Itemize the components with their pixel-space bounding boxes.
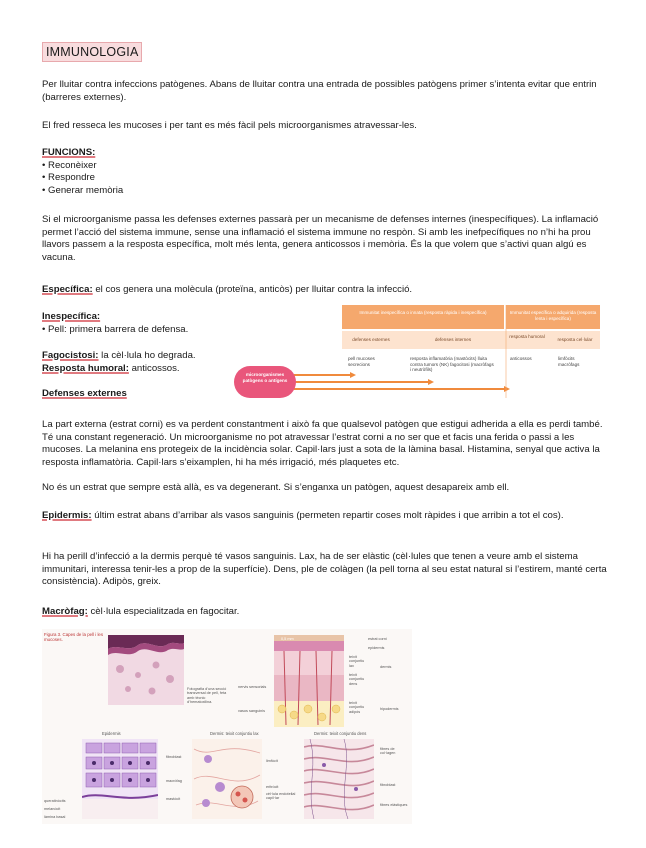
estrat-paragraph-2: No és un estrat que sempre està allà, es va degenerant. Si s’enganxa un patògen, aquest desapareix amb ell. [42, 482, 510, 493]
dens-label: fibroblast [380, 783, 396, 787]
col4-items: limfòcits macròfags [558, 356, 580, 367]
list-item: • Respondre [42, 172, 607, 185]
col1-items: pell mucoses secrecions [348, 356, 375, 367]
col2-items: resposta inflamatòria (mastòcits) lluita contra tumors (NK) fagocitosi (macròfags i neutròfils) [410, 356, 494, 373]
funcions-section [42, 147, 607, 197]
list-item: • Generar memòria [42, 185, 607, 198]
col3-items: anticossos [510, 356, 532, 361]
list-item: • Pell: primera barrera de defensa. [42, 324, 227, 337]
especifica-text: el cos genera una molècula (proteïna, anticòs) per lluitar contra la infecció. [92, 284, 413, 295]
layer-label: epidermis [368, 646, 385, 650]
layer-label: dermis [380, 665, 392, 669]
adaptive-header-text: Immunitat específica o adquirida (resposta lenta i específica) [509, 310, 597, 321]
macrofag-paragraph [42, 606, 607, 619]
microorganism-label: microorganismes patògens o antígens [242, 372, 288, 383]
scale-label: 0,5 mm [281, 637, 294, 641]
left-label: nervis sensorials [238, 685, 267, 689]
macrofag-label: Macròfag: [42, 606, 88, 617]
epidermis-text: últim estrat abans d’arribar als vasos sanguinis (permeten repartir coses molt ràpides i que arribin a tot el cos). [91, 510, 564, 521]
fagocitosi-label: Fagocistosi: [42, 350, 99, 361]
list-item: • Reconèixer [42, 160, 607, 173]
layers-diagram [274, 635, 344, 727]
macrofag-text: cèl·lula especialitzada en fagocitar. [87, 606, 240, 617]
photo-caption: Fotografia d’una secció transversal de pell, feta amb tècnic d’hematoxilina. [187, 687, 227, 705]
microorganism-paragraph: Si el microorganisme passa les defenses externes passarà per un mecanisme de defenses internes (inespecífiques). La inflamació permet l’acció del sistema immune, sense una inflamació el sistema immune no respòn. Si amb les inefpecífiques no n’hi ha prou llavors passem a la resposta específica, molt més lenta, genera anticossos i memòria. És la que volem que s’activi quan algú es vacuna. [42, 214, 599, 263]
inespecifica-label: Inespecífica: [42, 311, 101, 322]
dermis-paragraph: Hi ha perill d’infecció a la dermis perquè té vasos sanguinis. Lax, ha de ser elàstic (cèl·lules que tenen a veure amb el sistema immunitari, interessa tenir-les a prop de la superfície). Dens, ple de colàgen (la pell torna al seu estat natural si l’estirem, manté certa consistència). Adipòs, greix. [42, 551, 607, 588]
page-title: IMMUNOLOGIA [42, 42, 142, 62]
lax-label: macròfag [166, 779, 182, 783]
dens-label: fibres de col·lagen [380, 747, 396, 756]
lax-label: mastòcit [166, 797, 181, 801]
humoral-text: anticossos. [128, 362, 180, 374]
layer-label: estrat corni [368, 637, 387, 641]
col2-header: defenses internes [434, 337, 472, 342]
immunity-table-figure [228, 302, 601, 410]
col1-header: defenses externes [352, 337, 390, 342]
fagocitosi-text: la cèl·lula ho degrada. [98, 350, 196, 361]
intro-paragraph: Per lluitar contra infeccions patògenes. Abans de lluitar contra una entrada de possibles patògens primer s’intenta evitar que entrin (barreres externes). [42, 79, 597, 103]
dens-panel [304, 739, 374, 819]
figure-caption: Figura 3. Capes de la pell i les mucoses. [44, 632, 104, 642]
lax-label: limfòcit [266, 759, 278, 763]
layer-label: teixit conjuntiu adipós [349, 701, 365, 714]
defenses-externes-heading: Defenses externes [42, 388, 127, 399]
epidermis-panel [82, 739, 158, 819]
epidermis-paragraph [42, 510, 607, 523]
lax-panel [192, 739, 262, 819]
especifica-label: Específica: [42, 284, 93, 295]
lax-label: eritròcit [266, 785, 279, 789]
estrat-paragraph: La part externa (estrat corni) es va perdent constantment i això fa que qualsevol patògen que estigui adherida a ella es perdi també. Té una constant regeneració. Un microorganisme no pot atravessar l’estrat corni a no ser que et facis una ferida o passi a les mucoses. La melanina ens protegeix de la incidència solar. Capil·lars just a sota de la làmina basal. Histamina, senyal que activa la resposta inflamatòria. Capil·lars s’eixamplen, hi ha més irrigació, més plaquetes etc. [42, 419, 603, 468]
especifica-paragraph [42, 284, 607, 297]
innate-header-text: Immunitat inespecífica o innata (resposta ràpida i inespecífica) [359, 310, 487, 315]
layer-label: teixit conjuntiu dens [349, 673, 365, 686]
col4-header: resposta cel·lular [557, 337, 593, 342]
cold-paragraph: El fred resseca les mucoses i per tant es més fàcil pels microorganismes atravessar-les. [42, 120, 417, 131]
funcions-list [42, 160, 607, 198]
dens-label: fibres elàstiques [380, 803, 408, 807]
fagocitosi-section [42, 350, 232, 375]
epidermis-label: queratinòcits [44, 799, 66, 803]
skin-layers-figure [42, 629, 412, 824]
lax-panel-title: Dermis: teixit conjuntiu lax [210, 731, 259, 736]
layer-label: teixit conjuntiu lax [349, 655, 365, 668]
histology-photo [108, 635, 184, 705]
col3-header: resposta humoral [509, 334, 545, 339]
lax-label: cèl·lula endotelial capil·lar [266, 792, 296, 801]
inespecifica-section [42, 311, 227, 336]
epidermis-panel-title: Epidermis [102, 731, 121, 736]
lax-label: fibroblast [166, 755, 182, 759]
epidermis-label: melanòcit [44, 807, 61, 811]
dens-panel-title: Dermis: teixit conjuntiu dens [314, 731, 367, 736]
epidermis-label: Epidermis: [42, 510, 92, 521]
layer-label: hipodermis [380, 707, 399, 711]
funcions-heading: FUNCIONS: [42, 147, 96, 158]
left-label: vasos sanguinis [238, 709, 266, 713]
humoral-label: Resposta humoral: [42, 362, 129, 374]
epidermis-label: làmina basal [44, 815, 66, 819]
